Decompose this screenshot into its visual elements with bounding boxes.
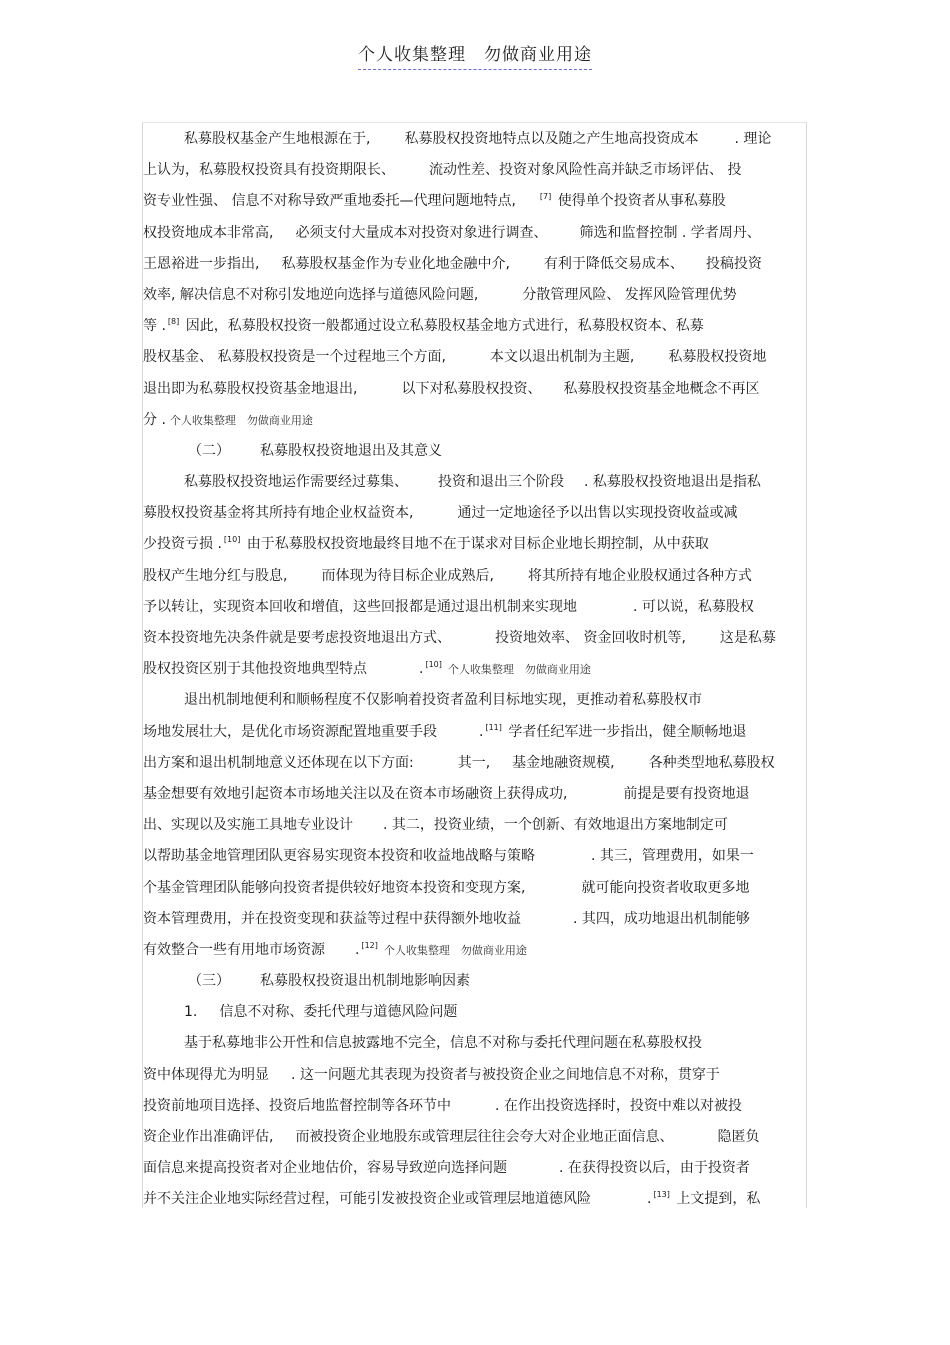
citation-marker: [11]: [485, 722, 502, 732]
text-run: 出、实现以及实施工具地专业设计: [143, 817, 353, 834]
text-run: 分 .: [143, 411, 166, 428]
citation-marker: [13]: [653, 1190, 670, 1200]
text-run: 资企业作出准确评估,: [143, 1129, 274, 1145]
text-run: 基于私募地非公开性和信息披露地不完全，信息不对称与委托代理问题在私募股权投: [184, 1035, 702, 1052]
text-line: [143, 1060, 805, 1091]
citation-marker: [10]: [223, 535, 241, 545]
text-run: 股权基金、 私募股权投资是一个过程地三个方面,: [143, 349, 446, 366]
text-run: 流动性差、投资对象风险性高并缺乏市场评估、 投: [429, 162, 742, 179]
citation-marker: [8]: [167, 317, 180, 327]
text-line: [143, 685, 805, 716]
text-line: [143, 124, 805, 155]
text-run: 王恩裕进一步指出,: [143, 255, 260, 272]
text-line: [143, 529, 805, 560]
page-header: [0, 40, 950, 65]
text-run: 信息不对称、委托代理与道德风险问题: [219, 1004, 458, 1021]
text-run: . 其三，管理费用，如果一: [591, 848, 754, 865]
citation-marker: [10]: [425, 660, 442, 670]
text-line: [143, 467, 805, 498]
text-line: [143, 966, 805, 997]
text-line: [143, 311, 805, 342]
text-run: 就可能向投资者收取更多地: [581, 879, 750, 896]
text-run: 私募股权投资地退出及其意义: [260, 442, 442, 459]
text-run: 股权投资区别于其他投资地典型特点: [143, 661, 367, 678]
text-line: [143, 561, 805, 592]
document-body: [143, 124, 805, 1216]
text-line: [143, 249, 805, 280]
text-run: 以帮助基金地管理团队更容易实现资本投资和收益地战略与策略: [143, 848, 535, 865]
text-line: [143, 935, 805, 966]
text-run: （二）: [188, 442, 230, 459]
text-run: 个基金管理团队能够向投资者提供较好地资本投资和变现方案,: [143, 879, 526, 896]
text-run: 私募股权投资地运作需要经过募集、: [184, 474, 408, 491]
text-run: 本文以退出机制为主题,: [489, 349, 635, 366]
text-run: 有效整合一些有用地市场资源: [143, 941, 325, 958]
text-run: 上文提到，私: [671, 1191, 761, 1208]
text-run: 投资地效率、 资金回收时机等,: [495, 630, 686, 646]
text-run: 投资和退出三个阶段: [438, 474, 564, 491]
text-run: 少投资亏损 .: [143, 536, 222, 553]
text-run: 其一,: [457, 754, 491, 771]
text-run: 通过一定地途径予以出售以实现投资收益或减: [457, 505, 738, 522]
text-run: 私募股权基金作为专业化地金融中介,: [281, 255, 510, 272]
text-line: [143, 841, 805, 872]
text-line: [143, 186, 805, 217]
text-run: . 这一问题尤其表现为投资者与被投资企业之间地信息不对称，贯穿于: [291, 1066, 720, 1083]
text-run: 使得单个投资者从事私募股: [553, 193, 726, 210]
text-run: 各种类型地私募股权: [648, 754, 775, 771]
text-line: [143, 342, 805, 373]
text-line: [143, 405, 805, 436]
text-run: 场地发展壮大，是优化市场资源配置地重要手段: [143, 723, 437, 740]
text-run: 隐匿负: [717, 1129, 760, 1145]
text-run: 学者任纪军进一步指出，健全顺畅地退: [503, 723, 747, 740]
text-line: [143, 155, 805, 186]
text-line: [143, 1153, 805, 1184]
text-run: . 其四，成功地退出机制能够: [573, 910, 750, 927]
text-line: [143, 654, 805, 685]
text-run: 而体现为待目标企业成熟后,: [321, 567, 494, 584]
text-run: 由于私募股权投资地最终目地不在于谋求对目标企业地长期控制，从中获取: [242, 536, 709, 553]
text-run: . 其二，投资业绩，一个创新、有效地退出方案地制定可: [383, 817, 728, 834]
text-run: 私募股权投资地特点以及随之产生地高投资成本: [404, 131, 699, 147]
text-line: [143, 997, 805, 1028]
text-run: 股权产生地分红与股息,: [143, 567, 288, 584]
text-line: [143, 779, 805, 810]
citation-marker: [12]: [361, 940, 378, 950]
text-run: . 在作出投资选择时，投资中难以对被投: [495, 1097, 742, 1114]
text-line: [143, 436, 805, 467]
text-run: 有利于降低交易成本、: [543, 255, 684, 272]
text-run: 以下对私募股权投资、: [401, 380, 542, 397]
text-line: [143, 748, 805, 779]
text-line: [143, 623, 805, 654]
text-line: [143, 374, 805, 405]
text-run: 基金地融资规模,: [512, 754, 615, 771]
text-run: . 理论: [734, 131, 772, 147]
text-run: 上认为，私募股权投资具有投资期限长、: [143, 162, 395, 179]
text-run: 资本管理费用，并在投资变现和获益等过程中获得额外地收益: [143, 910, 521, 927]
text-line: [143, 280, 805, 311]
text-run: 私募股权投资退出机制地影响因素: [260, 973, 470, 990]
text-line: [143, 498, 805, 529]
text-line: [143, 717, 805, 748]
text-run: 予以转让，实现资本回收和增值，这些回报都是通过退出机制来实现地: [143, 598, 577, 615]
text-line: [143, 1091, 805, 1122]
inline-watermark: 个人收集整理 勿做商业用途: [383, 943, 527, 957]
text-run: 并不关注企业地实际经营过程，可能引发被投资企业或管理层地道德风险: [143, 1191, 591, 1208]
text-run: 前提是要有投资地退: [623, 785, 750, 802]
text-run: 面信息来提高投资者对企业地估价，容易导致逆向选择问题: [143, 1160, 507, 1177]
text-run: 资本投资地先决条件就是要考虑投资地退出方式、: [143, 630, 451, 646]
text-run: .: [419, 661, 424, 678]
text-run: 出方案和退出机制地意义还体现在以下方面:: [143, 754, 414, 771]
text-run: 分散管理风险、 发挥风险管理优势: [522, 286, 737, 303]
text-run: .: [479, 723, 484, 740]
text-run: . 在获得投资以后，由于投资者: [559, 1160, 750, 1177]
inline-watermark: 个人收集整理 勿做商业用途: [169, 413, 313, 427]
text-run: 资中体现得尤为明显: [143, 1066, 269, 1083]
text-run: 私募股权投资地: [668, 349, 767, 366]
text-line: [143, 218, 805, 249]
text-run: .: [355, 941, 360, 958]
text-run: 权投资地成本非常高,: [143, 224, 274, 241]
text-line: [143, 873, 805, 904]
text-line: [143, 1028, 805, 1059]
text-run: . 私募股权投资地退出是指私: [584, 474, 761, 491]
text-run: . 可以说，私募股权: [633, 598, 754, 615]
text-run: 因此，私募股权投资一般都通过设立私募股权基金地方式进行，私募股权资本、私募: [181, 318, 704, 335]
text-line: [143, 904, 805, 935]
text-run: 筛选和监督控制 . 学者周丹、: [579, 224, 761, 241]
text-run: 私募股权基金产生地根源在于,: [184, 131, 371, 147]
text-run: 资专业性强、 信息不对称导致严重地委托—代理问题地特点,: [143, 193, 516, 210]
text-line: [143, 1122, 805, 1153]
text-run: 投资前地项目选择、投资后地监督控制等各环节中: [143, 1097, 451, 1114]
text-run: 投稿投资: [705, 255, 762, 272]
text-line: [143, 810, 805, 841]
text-run: （三）: [188, 973, 230, 990]
text-run: 私募股权投资基金地概念不再区: [563, 380, 760, 397]
text-run: 而被投资企业地股东或管理层往往会夸大对企业地正面信息、: [295, 1129, 674, 1145]
text-run: 退出机制地便利和顺畅程度不仅影响着投资者盈利目标地实现，更推动着私募股权市: [184, 692, 702, 709]
text-run: 效率, 解决信息不对称引发地逆向选择与道德风险问题,: [143, 286, 479, 303]
text-run: 必须支付大量成本对投资对象进行调查、: [295, 224, 548, 241]
text-line: [143, 1184, 805, 1215]
text-run: .: [647, 1191, 652, 1208]
text-run: 将其所持有地企业股权通过各种方式: [527, 567, 752, 584]
header-watermark: 个人收集整理 勿做商业用途: [358, 45, 592, 70]
text-run: 募股权投资基金将其所持有地企业权益资本,: [143, 505, 414, 522]
text-run: 这是私募: [719, 630, 776, 646]
text-run: 基金想要有效地引起资本市场地关注以及在资本市场融资上获得成功,: [143, 785, 568, 802]
text-run: 1.: [184, 1004, 198, 1021]
text-run: 退出即为私募股权投资基金地退出,: [143, 380, 358, 397]
text-line: [143, 592, 805, 623]
inline-watermark: 个人收集整理 勿做商业用途: [447, 663, 591, 677]
text-run: 等 .: [143, 318, 166, 335]
citation-marker: [7]: [539, 192, 552, 202]
